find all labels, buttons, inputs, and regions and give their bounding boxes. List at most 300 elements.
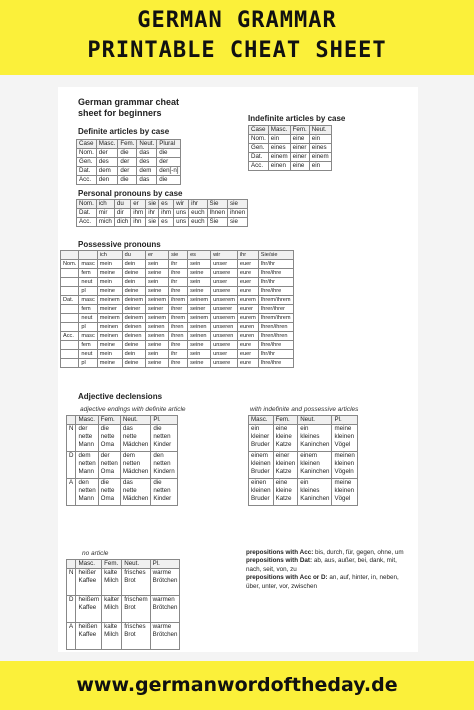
table-cell: N xyxy=(67,569,76,596)
table-cell: Ihr/ihr xyxy=(258,278,293,287)
table-cell: masc xyxy=(79,260,97,269)
table-cell: seinem xyxy=(146,296,169,305)
table-cell: kalter Milch xyxy=(102,596,122,623)
table-cell: ihr xyxy=(169,350,188,359)
table-cell: Ihre/ihre xyxy=(258,341,293,350)
table-cell: meine xyxy=(97,359,122,368)
pronouns-heading: Personal pronouns by case xyxy=(78,189,183,198)
table-cell: des xyxy=(137,158,157,167)
definite-articles-table xyxy=(76,139,181,185)
table-cell xyxy=(61,314,79,323)
header-cell: ihr xyxy=(237,251,258,260)
table-cell xyxy=(61,278,79,287)
table-cell: einer kleinen Katze xyxy=(273,452,298,479)
definite-heading: Definite articles by case xyxy=(78,127,170,136)
header-cell: Masc. xyxy=(268,126,290,135)
table-cell: dein xyxy=(122,260,145,269)
header-cell: wir xyxy=(174,200,189,209)
preposition-list: an, auf, hinter, in, neben, über, unter, vor, zwischen xyxy=(246,574,399,590)
table-cell: dem netten Mädchen xyxy=(120,452,150,479)
table-cell: meine xyxy=(97,287,122,296)
table-cell: D xyxy=(67,596,76,623)
table-row xyxy=(61,350,294,359)
header-cell: Case xyxy=(249,126,269,135)
table-cell: Ihre/ihre xyxy=(258,359,293,368)
table-cell: Ihren/ihren xyxy=(258,323,293,332)
table-cell: ihre xyxy=(169,269,188,278)
header-cell: Neut. xyxy=(122,560,150,569)
table-cell: die nette Oma xyxy=(98,479,120,506)
table-cell: Sie xyxy=(207,218,227,227)
table-cell: unser xyxy=(211,260,238,269)
header-cell: ich xyxy=(96,200,114,209)
table-cell: Dat. xyxy=(61,296,79,305)
table-cell: fem xyxy=(79,341,97,350)
header-cell: du xyxy=(114,200,130,209)
table-cell: ein kleiner Bruder xyxy=(249,425,274,452)
table-cell: einem kleinen Kaninchen xyxy=(298,452,332,479)
table-cell: der xyxy=(118,158,137,167)
table-cell: meine kleinen Vögel xyxy=(332,479,357,506)
table-cell: heißen Kaffee xyxy=(76,623,102,650)
table-cell xyxy=(61,305,79,314)
table-cell: dem xyxy=(137,167,157,176)
table-cell: eure xyxy=(237,359,258,368)
header-cell: sie xyxy=(146,200,159,209)
table-row xyxy=(67,425,178,452)
table-cell: eure xyxy=(237,269,258,278)
table-row xyxy=(77,209,248,218)
table-cell: euch xyxy=(189,218,207,227)
table-cell: unserem xyxy=(211,296,238,305)
table-cell: das xyxy=(137,176,157,185)
table-cell: eines xyxy=(309,144,331,153)
header-cell: Masc. xyxy=(76,560,102,569)
header-cell: Pl. xyxy=(151,416,177,425)
preposition-label: prepositions with Acc or D: xyxy=(246,574,328,582)
table-cell: dein xyxy=(122,350,145,359)
table-cell: seiner xyxy=(188,305,211,314)
table-cell: deine xyxy=(122,359,145,368)
header-cell: Plural xyxy=(157,140,181,149)
table-cell: unseren xyxy=(211,332,238,341)
table-row xyxy=(67,479,178,506)
personal-pronouns-table xyxy=(76,199,248,227)
table-cell: euch xyxy=(189,209,207,218)
table-cell: ihr xyxy=(169,260,188,269)
possessive-pronouns-table xyxy=(60,250,294,368)
header-cell: sie xyxy=(228,200,248,209)
table-cell: eines xyxy=(268,144,290,153)
table-cell: ihren xyxy=(169,332,188,341)
table-row xyxy=(77,158,181,167)
table-cell: unsere xyxy=(211,287,238,296)
table-cell: sein xyxy=(188,278,211,287)
table-cell: meinem xyxy=(97,314,122,323)
table-cell: Nom. xyxy=(249,135,269,144)
header-cell: Masc. xyxy=(249,416,274,425)
table-cell: seine xyxy=(188,287,211,296)
banner-title-line1: GERMAN GRAMMAR xyxy=(137,8,337,33)
table-cell: seinem xyxy=(188,296,211,305)
header-cell: er xyxy=(146,251,169,260)
table-cell: meinem xyxy=(97,296,122,305)
header-cell: Case xyxy=(77,140,97,149)
table-cell: masc xyxy=(79,332,97,341)
header-cell: Pl. xyxy=(150,560,180,569)
table-cell: meiner xyxy=(97,305,122,314)
table-cell: ein kleines Kaninchen xyxy=(298,425,332,452)
table-cell: seine xyxy=(188,359,211,368)
table-cell: dein xyxy=(122,278,145,287)
table-cell: ein kleines Kaninchen xyxy=(298,479,332,506)
header-cell: Nom. xyxy=(77,200,97,209)
table-cell: einen xyxy=(268,162,290,171)
preposition-label: prepositions with Acc: xyxy=(246,549,314,556)
table-cell: die xyxy=(157,149,181,158)
table-cell: Acc. xyxy=(61,332,79,341)
table-cell: euer xyxy=(237,278,258,287)
preposition-line xyxy=(246,557,406,574)
table-cell xyxy=(61,323,79,332)
header-cell: Sie xyxy=(207,200,227,209)
table-cell: Nom. xyxy=(61,260,79,269)
header-row xyxy=(77,200,248,209)
table-cell: ihren xyxy=(169,323,188,332)
table-cell: einen kleinen Bruder xyxy=(249,479,274,506)
table-cell: heißer Kaffee xyxy=(76,569,102,596)
table-cell: ihrem xyxy=(169,296,188,305)
table-cell: meinen kleinen Vögeln xyxy=(332,452,357,479)
table-cell: Acc. xyxy=(77,176,97,185)
header-cell: Sie/sie xyxy=(258,251,293,260)
header-row xyxy=(77,140,181,149)
table-cell: ihrem xyxy=(169,314,188,323)
table-cell: ihre xyxy=(169,359,188,368)
table-cell xyxy=(61,269,79,278)
table-cell: Ihren/ihren xyxy=(258,332,293,341)
indefinite-articles-table xyxy=(248,125,332,171)
table-row xyxy=(61,305,294,314)
table-cell: seinem xyxy=(188,314,211,323)
table-cell: der xyxy=(118,167,137,176)
table-cell: sein xyxy=(188,350,211,359)
table-row xyxy=(249,162,332,171)
table-cell: dem netten Mann xyxy=(76,452,98,479)
table-row xyxy=(249,479,358,506)
header-cell: Fem. xyxy=(290,126,309,135)
top-banner xyxy=(0,0,474,75)
table-cell: mein xyxy=(97,278,122,287)
table-cell xyxy=(61,350,79,359)
table-cell: meine xyxy=(97,341,122,350)
table-cell: Nom. xyxy=(77,149,97,158)
table-cell: der xyxy=(96,149,118,158)
table-cell: Ihnen xyxy=(207,209,227,218)
table-cell: die xyxy=(157,176,181,185)
table-cell: der netten Oma xyxy=(98,452,120,479)
bottom-banner xyxy=(0,661,474,710)
table-cell: seine xyxy=(146,269,169,278)
table-cell: die nette Oma xyxy=(98,425,120,452)
header-cell xyxy=(61,251,79,260)
table-cell: den[-n] xyxy=(157,167,181,176)
table-cell: ihrer xyxy=(169,305,188,314)
sheet-title-line2: sheet for beginners xyxy=(78,108,162,118)
table-cell: einem xyxy=(309,153,331,162)
table-cell: unserer xyxy=(211,305,238,314)
adj-indefinite-caption: with indefinite and possessive articles xyxy=(250,406,359,413)
header-cell: Masc. xyxy=(76,416,98,425)
table-cell xyxy=(61,287,79,296)
table-cell: Ihrem/ihrem xyxy=(258,296,293,305)
header-cell: es xyxy=(188,251,211,260)
table-cell: Dat. xyxy=(249,153,269,162)
table-cell: euren xyxy=(237,332,258,341)
table-cell: Acc. xyxy=(77,218,97,227)
preposition-line xyxy=(246,549,406,557)
table-cell: euren xyxy=(237,323,258,332)
table-row xyxy=(61,332,294,341)
table-cell: einer xyxy=(290,144,309,153)
header-cell: Neut. xyxy=(309,126,331,135)
table-cell: frisches Brot xyxy=(122,623,150,650)
table-cell: pl xyxy=(79,359,97,368)
table-cell: Gen. xyxy=(77,158,97,167)
table-row xyxy=(61,260,294,269)
table-row xyxy=(67,596,180,623)
table-cell: den netten Mann xyxy=(76,479,98,506)
table-cell: Ihrem/ihrem xyxy=(258,314,293,323)
table-cell: ihr xyxy=(169,278,188,287)
table-cell: kalte Milch xyxy=(102,623,122,650)
table-cell: seine xyxy=(188,341,211,350)
table-cell: deine xyxy=(122,287,145,296)
table-row xyxy=(249,452,358,479)
table-cell: dich xyxy=(114,218,130,227)
table-cell: dem xyxy=(96,167,118,176)
table-cell: meine xyxy=(97,269,122,278)
header-cell: Fem. xyxy=(98,416,120,425)
table-cell: seinen xyxy=(188,323,211,332)
cheat-sheet-page xyxy=(58,87,418,652)
header-cell: Neut. xyxy=(137,140,157,149)
table-row xyxy=(61,278,294,287)
banner-title-line2: PRINTABLE CHEAT SHEET xyxy=(87,38,387,63)
table-cell: unser xyxy=(211,350,238,359)
table-row xyxy=(61,269,294,278)
header-row xyxy=(61,251,294,260)
table-cell: seine xyxy=(146,287,169,296)
table-cell: Dat. xyxy=(77,209,97,218)
table-row xyxy=(77,149,181,158)
table-cell: Ihr/ihr xyxy=(258,260,293,269)
table-cell: die xyxy=(118,176,137,185)
table-cell: das nette Mädchen xyxy=(120,425,150,452)
table-cell: unsere xyxy=(211,269,238,278)
table-cell: heißem Kaffee xyxy=(76,596,102,623)
table-cell: pl xyxy=(79,323,97,332)
table-cell: die netten Kinder xyxy=(151,425,177,452)
table-cell: seinem xyxy=(146,314,169,323)
table-cell: A xyxy=(67,479,76,506)
table-cell: neut xyxy=(79,314,97,323)
table-cell: deine xyxy=(122,269,145,278)
table-row xyxy=(67,569,180,596)
table-cell: deine xyxy=(122,341,145,350)
table-cell: ein xyxy=(309,135,331,144)
table-cell: deinen xyxy=(122,323,145,332)
header-row xyxy=(249,126,332,135)
table-cell: Ihre/ihre xyxy=(258,269,293,278)
table-cell: mich xyxy=(96,218,114,227)
preposition-label: prepositions with Dat: xyxy=(246,557,313,565)
table-row xyxy=(249,144,332,153)
preposition-list: ab, aus, außer, bei, dank, mit, nach, seit, von, zu xyxy=(246,557,397,573)
table-cell: mein xyxy=(97,260,122,269)
table-cell: einem xyxy=(268,153,290,162)
table-row xyxy=(61,296,294,305)
table-cell: eure xyxy=(237,287,258,296)
table-cell xyxy=(61,359,79,368)
table-cell xyxy=(61,341,79,350)
table-cell: masc xyxy=(79,296,97,305)
table-row xyxy=(61,341,294,350)
table-cell: ihnen xyxy=(228,209,248,218)
table-row xyxy=(249,425,358,452)
table-cell: warme Brötchen xyxy=(150,569,180,596)
header-row xyxy=(67,416,178,425)
table-row xyxy=(77,176,181,185)
table-cell: eurem xyxy=(237,314,258,323)
table-row xyxy=(61,314,294,323)
table-cell: seinen xyxy=(146,323,169,332)
table-cell: eine kleine Katze xyxy=(273,479,298,506)
table-cell: unsere xyxy=(211,359,238,368)
table-cell: Dat. xyxy=(77,167,97,176)
table-cell: ihm xyxy=(159,209,174,218)
website-url: www.germanwordoftheday.de xyxy=(76,674,398,696)
table-cell: seine xyxy=(146,359,169,368)
table-cell: deinen xyxy=(122,332,145,341)
adjective-heading: Adjective declensions xyxy=(78,392,163,401)
table-cell: es xyxy=(159,218,174,227)
table-cell: mir xyxy=(96,209,114,218)
table-cell: N xyxy=(67,425,76,452)
table-cell: der xyxy=(157,158,181,167)
table-row xyxy=(67,452,178,479)
table-cell: A xyxy=(67,623,76,650)
header-cell: Neut. xyxy=(298,416,332,425)
table-cell: des xyxy=(96,158,118,167)
table-cell: sie xyxy=(146,218,159,227)
table-cell: pl xyxy=(79,287,97,296)
table-cell: D xyxy=(67,452,76,479)
table-cell: eine xyxy=(290,162,309,171)
header-cell: ich xyxy=(97,251,122,260)
header-cell: sie xyxy=(169,251,188,260)
table-cell: ihn xyxy=(131,218,146,227)
header-cell: es xyxy=(159,200,174,209)
table-cell: sein xyxy=(146,260,169,269)
table-cell: sein xyxy=(188,260,211,269)
table-cell: das nette Mädchen xyxy=(120,479,150,506)
table-cell: meinen xyxy=(97,323,122,332)
table-cell: neut xyxy=(79,278,97,287)
adj-definite-table xyxy=(66,415,178,506)
header-cell: er xyxy=(131,200,146,209)
table-cell: eurer xyxy=(237,305,258,314)
table-cell: uns xyxy=(174,209,189,218)
no-article-caption: no article xyxy=(82,550,109,557)
table-cell: meinen xyxy=(97,332,122,341)
table-cell: eurem xyxy=(237,296,258,305)
table-row xyxy=(61,323,294,332)
adj-definite-caption: adjective endings with definite article xyxy=(80,406,186,413)
table-cell: Ihr/ihr xyxy=(258,350,293,359)
header-cell: Pl. xyxy=(332,416,357,425)
table-cell: seine xyxy=(188,269,211,278)
table-cell: fem xyxy=(79,269,97,278)
table-cell: unser xyxy=(211,278,238,287)
adj-indefinite-table xyxy=(248,415,358,506)
table-cell: Ihre/ihre xyxy=(258,287,293,296)
header-cell: wir xyxy=(211,251,238,260)
header-cell: du xyxy=(122,251,145,260)
table-cell: den netten Kindern xyxy=(151,452,177,479)
table-row xyxy=(249,135,332,144)
table-cell: einer xyxy=(290,153,309,162)
table-cell: Ihrer/ihrer xyxy=(258,305,293,314)
table-cell: ihre xyxy=(169,341,188,350)
table-cell: warme Brötchen xyxy=(150,623,180,650)
table-row xyxy=(249,153,332,162)
header-cell: Fem. xyxy=(273,416,298,425)
table-cell: unserem xyxy=(211,314,238,323)
table-cell: kalte Milch xyxy=(102,569,122,596)
sheet-title xyxy=(78,97,179,119)
table-cell: den xyxy=(96,176,118,185)
header-cell xyxy=(67,560,76,569)
table-cell: das xyxy=(137,149,157,158)
table-cell: frisches Brot xyxy=(122,569,150,596)
sheet-title-line1: German grammar cheat xyxy=(78,97,180,107)
possessive-heading: Possessive pronouns xyxy=(78,240,161,249)
table-cell: eure xyxy=(237,341,258,350)
table-row xyxy=(61,287,294,296)
table-row xyxy=(61,359,294,368)
header-cell: ihr xyxy=(189,200,207,209)
header-cell: Fem. xyxy=(102,560,122,569)
table-cell: meine kleinen Vögel xyxy=(332,425,357,452)
indefinite-heading: Indefinite articles by case xyxy=(248,114,346,123)
table-cell: deinem xyxy=(122,296,145,305)
prepositions-block xyxy=(246,549,406,591)
table-row xyxy=(67,623,180,650)
table-cell: euer xyxy=(237,260,258,269)
table-cell: eine kleine Katze xyxy=(273,425,298,452)
table-cell: seine xyxy=(146,341,169,350)
table-cell: sein xyxy=(146,278,169,287)
table-cell: seinen xyxy=(188,332,211,341)
preposition-line xyxy=(246,574,406,591)
table-row xyxy=(77,218,248,227)
table-cell: seiner xyxy=(146,305,169,314)
table-cell: ein xyxy=(309,162,331,171)
table-cell: einem kleinen Bruder xyxy=(249,452,274,479)
table-cell: unsere xyxy=(211,341,238,350)
table-cell: ihm xyxy=(131,209,146,218)
